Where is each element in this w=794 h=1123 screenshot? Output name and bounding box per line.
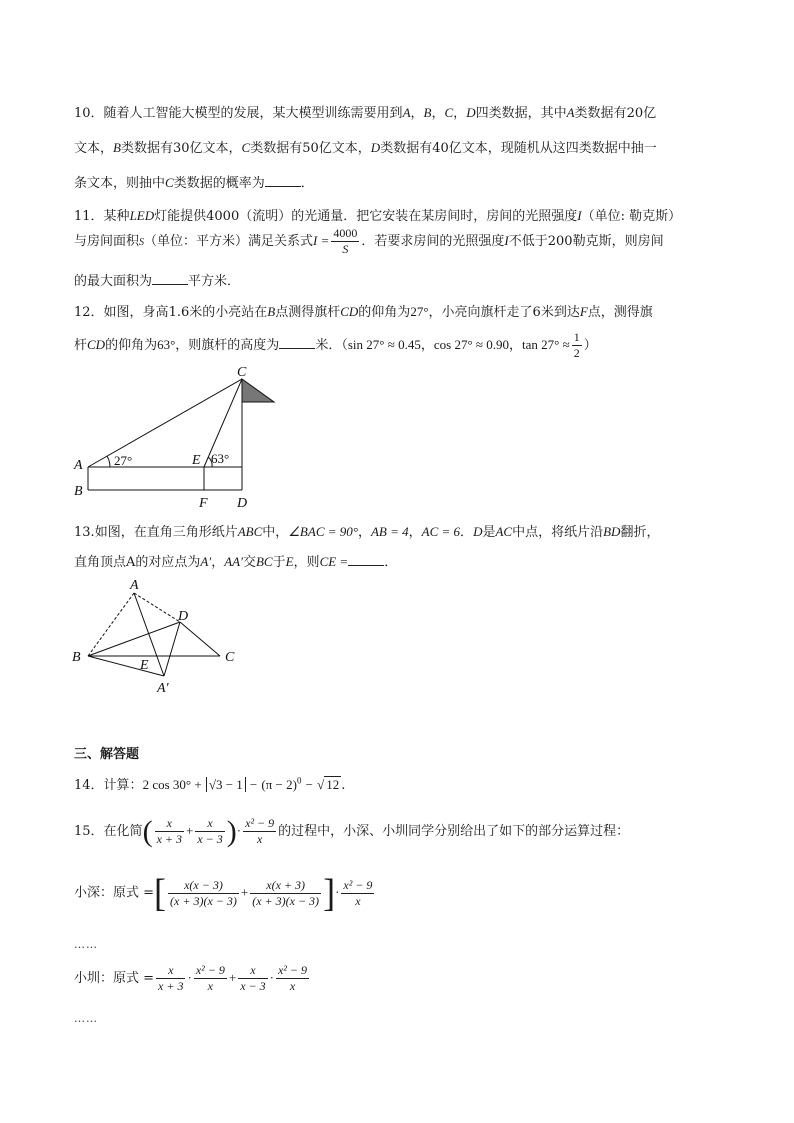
question-10: 10．随着人工智能大模型的发展，某大模型训练需要用到A，B，C，D四类数据，其中A类数据有20亿 文本，B类数据有30亿文本，C类数据有50亿文本，D类数据有40亿文本，现随机从这四类数据中抽一 条文本，则抽中C类数据的概率为 ． [74,105,657,191]
question-11-line-1: 11．某种LED灯能提供4000（流明）的光通量．把它安装在某房间时，房间的光照强度I（单位: 勒克斯） [74,208,682,224]
label-D: D [178,609,189,624]
answer-blank[interactable] [265,174,301,187]
question-14: 14．计算：2 $\cos 30^\circ + √3 - 1 - (\pi - 2)^0$ − √ 12 . [74,775,346,793]
answer-blank[interactable] [152,272,188,285]
absolute-value: √3 − 1 [206,777,246,792]
label-A: A [130,578,139,593]
label-E: E [192,453,201,468]
question-11-line-3: 的最大面积为 平方米． [74,274,241,289]
answer-blank[interactable] [279,336,315,349]
label-A-prime: A′ [157,681,169,696]
question-15: 15．在化简( $\frac{x}{x + 3}$ + $\frac{x}{x - 3}$ )· $\frac{\text{x² − 9}}{x}$ 的过程中，小深、小圳同学分别给出了如下的部分运算过程： [74,814,630,848]
tan-fraction: $\frac{1}{2}$ [573,330,580,360]
figure-flagpole [70,365,280,515]
label-C: C [237,365,247,380]
xiaozhen-work: 小圳：原式 = $\frac{x}{x + 3}$ · $\frac{\text{x² − 9}}{x}$ + $\frac{x}{x - 3}$ · $\frac{\text{x² − 9}}{x}$ [74,963,307,993]
label-A: A [74,458,83,473]
ellipsis: …… [74,1012,98,1025]
label-B: B [72,650,81,665]
section-heading: 三、解答题 [74,747,140,762]
sqrt-12: 12 [326,777,340,792]
question-13-line-1: 13.如图，在直角三角形纸片ABC中，∠BAC = 90°，AB = 4，AC = 6．D是AC中点，将纸片沿BD翻折， [74,524,660,540]
label-E: E [140,658,149,673]
label-D: D [237,496,248,511]
question-12-line-1: 12．如图，身高1.6米的小亮站在B点测得旗杆CD的仰角为27°，小亮向旗杆走了6米到达F点，测得旗 [74,304,653,320]
answer-blank[interactable] [348,553,384,566]
formula-fraction: $\frac{4000}{S}$ [333,226,358,256]
question-13-line-2: 直角顶点A的对应点为A′，AA′交BC于E，则CE = ． [74,554,398,570]
label-B: B [74,484,83,499]
xiaoshen-work: 小深：原式 =[ $\frac{x(x - 3)}{(x + 3)(x - 3)}$ + $\frac{x(x + 3)}{(x + 3)(x - 3)}$ ]· $\frac{\text{x² − 9}}{x}$ [74,871,373,915]
question-12-line-2: 杆CD的仰角为63°，则旗杆的高度为 米．（sin 27° ≈ 0.45，cos 27° ≈ 0.90，tan 27° ≈ $\frac{1}{2}$ ） [74,330,597,360]
label-F: F [199,496,208,511]
label-C: C [225,650,235,665]
label-angle-27: 27° [114,453,133,468]
figure-folded-triangle [68,575,248,700]
ellipsis: …… [74,938,98,951]
question-11-line-2: 与房间面积S（单位：平方米）满足关系式I = $\frac{4000}{S}$ ．若要求房间的光照强度I不低于200勒克斯，则房间 [74,226,664,256]
label-angle-63: 63° [211,451,230,466]
